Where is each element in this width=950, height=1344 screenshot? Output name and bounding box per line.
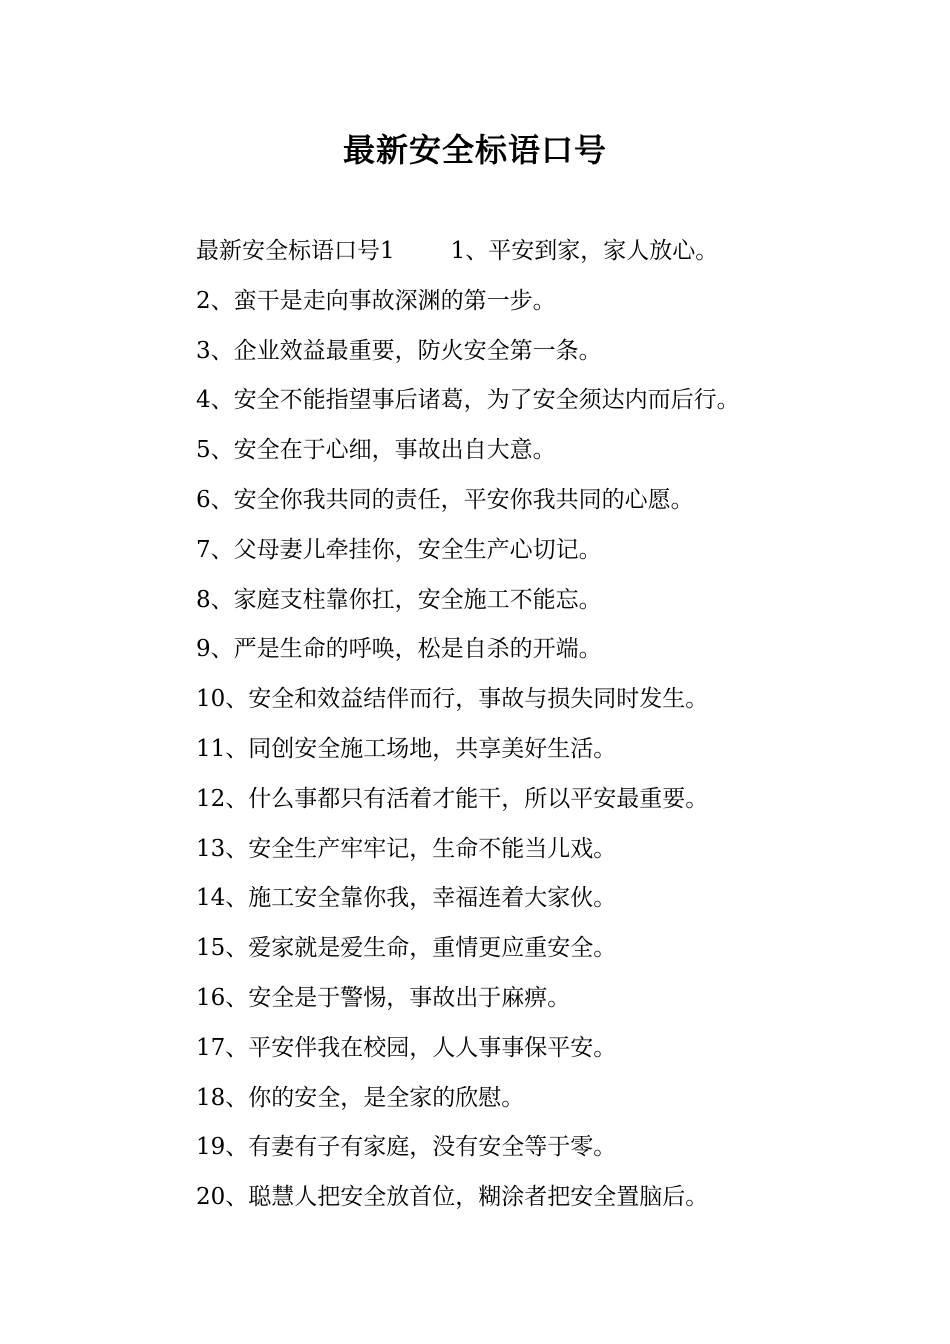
slogan-list (196, 227, 896, 1223)
list-item: 5、安全在于心细，事故出自大意。 (196, 437, 556, 464)
list-item: 3、企业效益最重要，防火安全第一条。 (196, 337, 602, 364)
list-item: 15、爱家就是爱生命，重情更应重安全。 (196, 935, 617, 962)
list-item: 7、父母妻儿牵挂你，安全生产心切记。 (196, 536, 602, 563)
list-item: 6、安全你我共同的责任，平安你我共同的心愿。 (196, 486, 694, 513)
list-item: 20、聪慧人把安全放首位，糊涂者把安全置脑后。 (196, 1184, 709, 1211)
list-item: 19、有妻有子有家庭，没有安全等于零。 (196, 1134, 617, 1161)
page-title: 最新安全标语口号 (342, 131, 607, 169)
list-item: 10、安全和效益结伴而行，事故与损失同时发生。 (196, 686, 709, 713)
intro-label: 最新安全标语口号1 (196, 238, 395, 264)
list-item: 11、同创安全施工场地，共享美好生活。 (196, 735, 617, 762)
list-item: 2、蛮干是走向事故深渊的第一步。 (196, 287, 556, 314)
list-item: 16、安全是于警惕，事故出于麻痹。 (196, 984, 571, 1011)
list-item: 13、安全生产牢牢记，生命不能当儿戏。 (196, 835, 617, 862)
list-item (196, 227, 896, 277)
list-item: 8、家庭支柱靠你扛，安全施工不能忘。 (196, 586, 602, 613)
list-item: 12、什么事都只有活着才能干，所以平安最重要。 (196, 785, 709, 812)
list-item: 9、严是生命的呼唤，松是自杀的开端。 (196, 636, 602, 663)
list-item: 17、平安伴我在校园，人人事事保平安。 (196, 1034, 617, 1061)
slogan-text: 1、平安到家，家人放心。 (450, 238, 719, 264)
list-item: 4、安全不能指望事后诸葛，为了安全须达内而后行。 (196, 387, 740, 414)
list-item: 14、施工安全靠你我，幸福连着大家伙。 (196, 885, 617, 912)
list-item: 18、你的安全，是全家的欣慰。 (196, 1084, 525, 1111)
